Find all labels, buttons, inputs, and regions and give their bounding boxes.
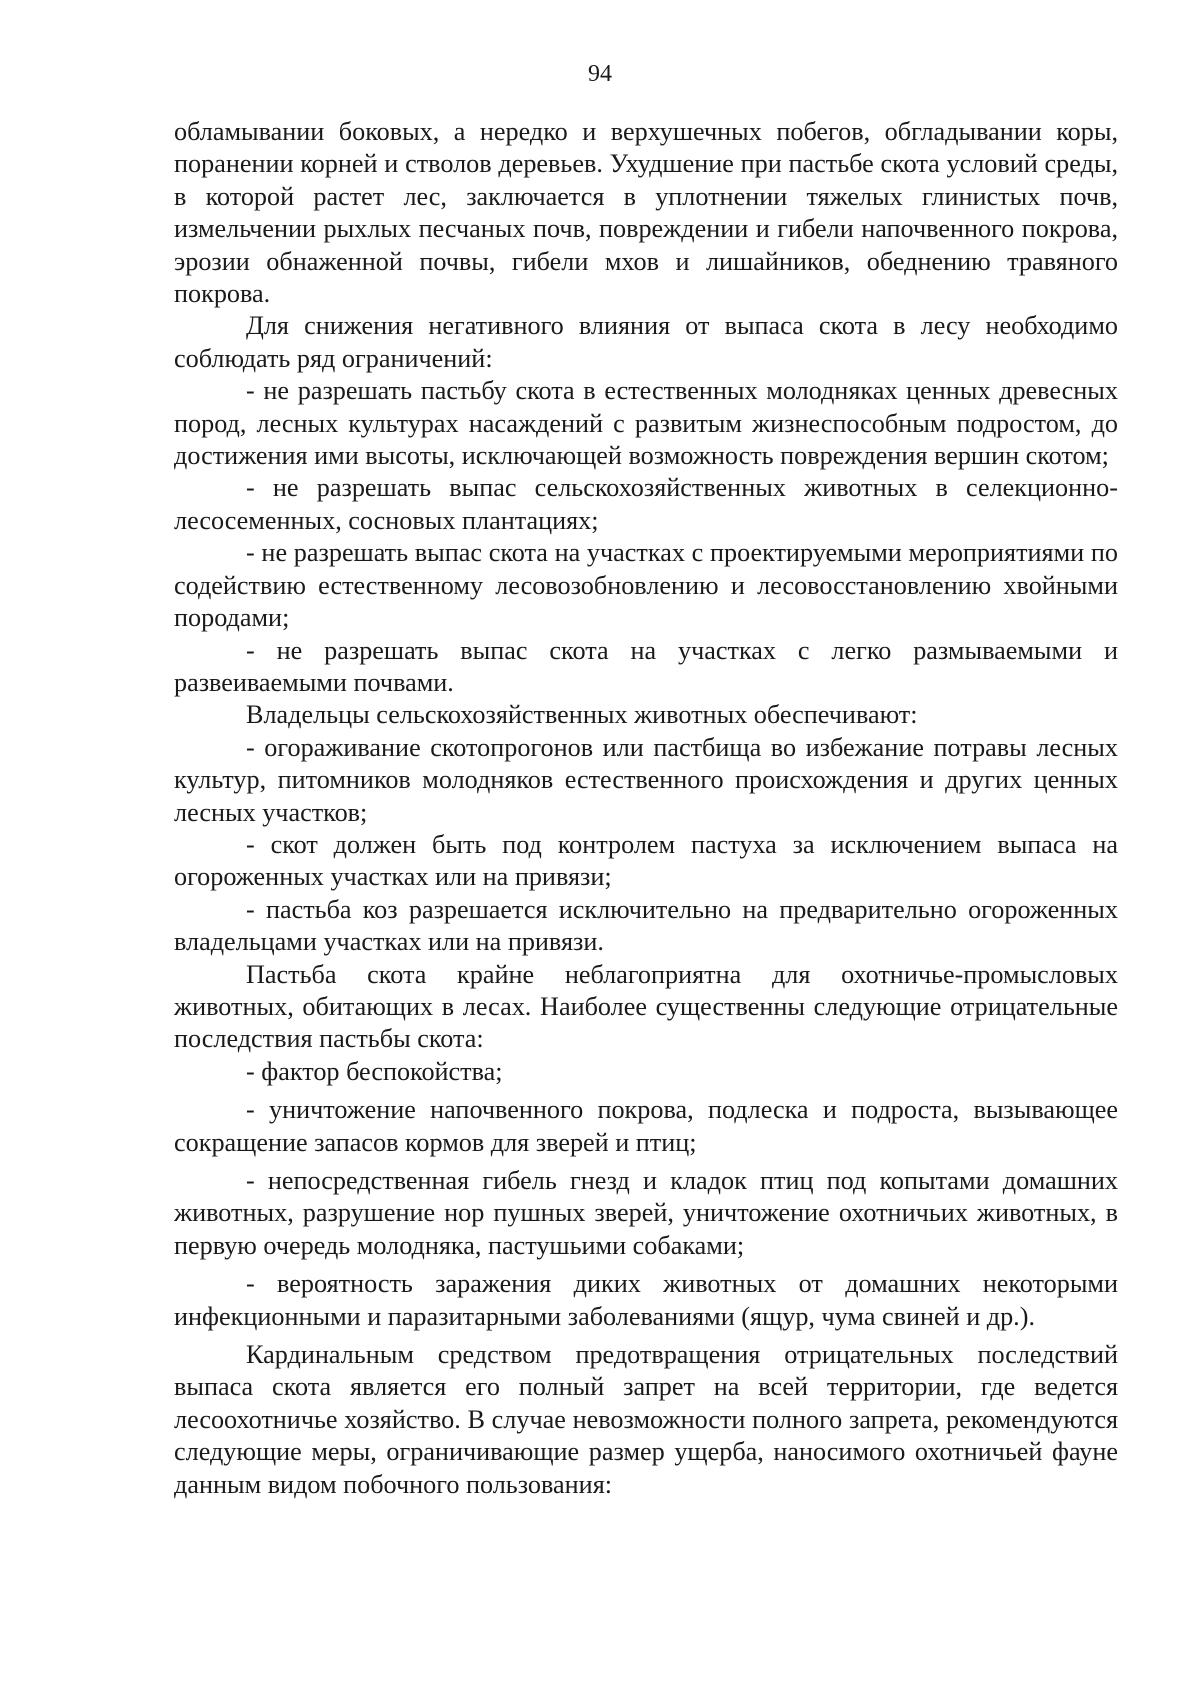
list-item-nest-destruction: - непосредственная гибель гнезд и кладок птиц под копытами домашних животных, разрушение нор пушных зверей, уничтожение охотничьих животных, в первую очередь молодняка, пастушьими собаками; xyxy=(174,1166,1118,1260)
list-item-restriction-plantations: - не разрешать выпас сельскохозяйственных животных в селекционно-лесосеменных, сосновых плантациях; xyxy=(174,473,1118,535)
list-item-owner-goats: - пастьба коз разрешается исключительно на предварительно огороженных владельцами участках или на привязи. xyxy=(174,894,1118,957)
page-number: 94 xyxy=(588,61,612,87)
list-item-restriction-reforestation: - не разрешать выпас скота на участках с проектируемыми мероприятиями по содействию естественному лесовозобновлению и лесовосстановлению хвойными породами; xyxy=(174,538,1118,633)
list-item-restriction-erodible-soils: - не разрешать выпас скота на участках с легко размываемыми и развеиваемыми почвами. xyxy=(174,635,1118,697)
list-item-disturbance: - фактор беспокойства; xyxy=(246,1056,503,1086)
paragraph-hunting-impact-intro: Пастьба скота крайне неблагоприятна для охотничье-промысловых животных, обитающих в лесах. Наиболее существенны следующие отрицательные последствия пастьбы скота: xyxy=(174,959,1118,1054)
list-item-owner-herder-control: - скот должен быть под контролем пастуха за исключением выпаса на огороженных участках или на привязи; xyxy=(174,829,1118,892)
list-item-owner-fencing: - огораживание скотопрогонов или пастбища во избежание потравы лесных культур, питомников молодняков естественного происхождения и других ценных лесных участков; xyxy=(174,732,1118,827)
list-item-ground-cover-destruction: - уничтожение напочвенного покрова, подлеска и подроста, вызывающее сокращение запасов кормов для зверей и птиц; xyxy=(174,1095,1118,1157)
paragraph-cardinal-measure: Кардинальным средством предотвращения отрицательных последствий выпаса скота является его полный запрет на всей территории, где ведется лесоохотничье хозяйство. В случае невозможности полного запрета, рекомендуются следующие меры, ограничивающие размер ущерба, наносимого охотничьей фауне данным видом побочного пользования: xyxy=(174,1340,1118,1499)
paragraph-restrictions-intro: Для снижения негативного влияния от выпаса скота в лесу необходимо соблюдать ряд ограничений: xyxy=(174,311,1118,373)
list-item-restriction-young-stands: - не разрешать пастьбу скота в естественных молодняках ценных древесных пород, лесных культурах насаждений с развитым жизнеспособным подростом, до достижения ими высоты, исключающей возможность повреждения вершин скотом; xyxy=(174,376,1118,471)
paragraph-damage-continuation: обламывании боковых, а нередко и верхушечных побегов, обгладывании коры, поранении корней и стволов деревьев. Ухудшение при пастьбе скота условий среды, в которой растет лес, заключается в уплотнении тяжелых глинистых почв, измельчении рыхлых песчаных почв, повреждении и гибели напочвенного покрова, эрозии обнаженной почвы, гибели мхов и лишайников, обеднению травяного покрова. xyxy=(174,117,1118,309)
document-body xyxy=(174,116,1118,1501)
list-item-disease-transmission: - вероятность заражения диких животных от домашних некоторыми инфекционными и паразитарными заболеваниями (ящур, чума свиней и др.). xyxy=(174,1269,1118,1331)
paragraph-owners-intro: Владельцы сельскохозяйственных животных обеспечивают: xyxy=(246,700,918,730)
